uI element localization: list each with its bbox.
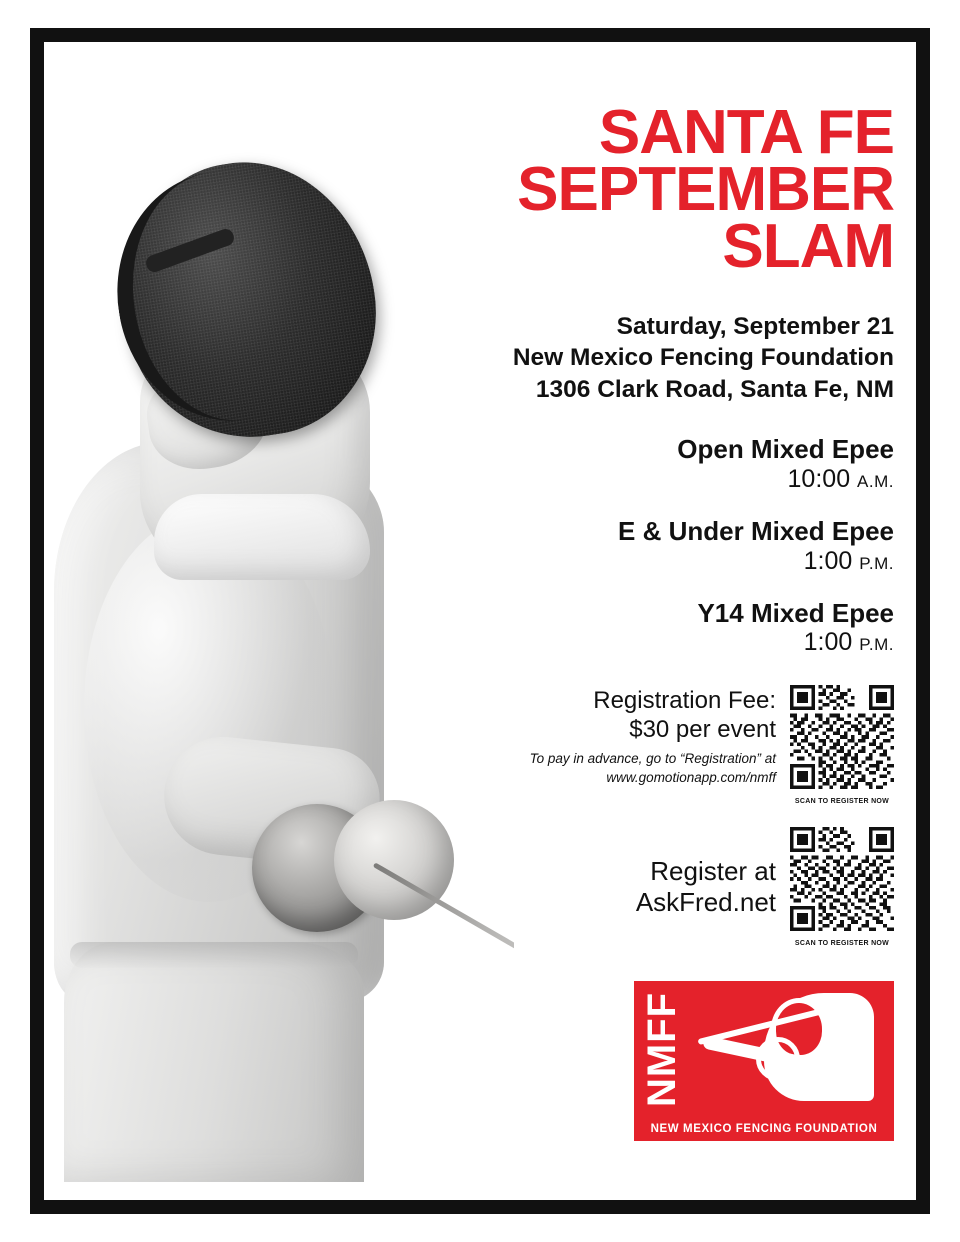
register-askfred-text — [636, 856, 790, 918]
logo-fencer-bell-guard — [756, 1037, 800, 1081]
poster-title — [444, 98, 894, 282]
event-name: Open Mixed Epee — [677, 434, 894, 465]
event-time — [444, 464, 894, 495]
qr-code-askfred-icon[interactable] — [790, 827, 894, 931]
event-time-ampm: P.M. — [859, 553, 894, 573]
schedule-item — [444, 517, 894, 577]
schedule-item — [444, 435, 894, 495]
askfred-qr-block — [790, 827, 894, 947]
event-name: E & Under Mixed Epee — [618, 516, 894, 547]
event-organization: New Mexico Fencing Foundation — [512, 344, 894, 372]
event-time-ampm: P.M. — [859, 635, 894, 655]
event-schedule — [444, 435, 894, 659]
logo-fencer-graphic — [692, 987, 888, 1105]
logo-full-name: NEW MEXICO FENCING FOUNDATION — [650, 1122, 878, 1135]
fencer-pants — [64, 942, 364, 1182]
registration-fee-label: Registration Fee: — [593, 686, 776, 714]
advance-note-line-2: www.gomotionapp.com/nmff — [606, 769, 776, 785]
advance-note-line-1: To pay in advance, go to “Registration” at — [529, 751, 776, 767]
poster-inner — [44, 42, 916, 1200]
registration-qr-block — [790, 685, 894, 805]
event-time-ampm: A.M. — [857, 471, 894, 491]
poster-frame — [30, 28, 930, 1214]
registration-fee-block — [444, 685, 894, 805]
qr-code-caption: SCAN TO REGISTER NOW — [794, 797, 890, 805]
event-time-value: 1:00 — [803, 546, 853, 575]
event-time — [444, 627, 894, 658]
event-date: Saturday, September 21 — [616, 313, 894, 341]
title-line-3: SLAM — [722, 212, 894, 282]
registration-advance-note — [530, 750, 776, 786]
event-time-value: 10:00 — [787, 464, 851, 493]
title-line-1: SANTA FE — [598, 98, 894, 167]
fencer-belt — [70, 942, 358, 968]
logo-acronym: NMFF — [640, 991, 684, 1107]
qr-code-gomotion-icon[interactable] — [790, 685, 894, 789]
register-askfred-block — [444, 827, 894, 947]
registration-fee-text — [530, 685, 790, 787]
logo-container — [444, 981, 894, 1141]
event-details — [444, 311, 894, 405]
schedule-item — [444, 599, 894, 659]
askfred-qr-caption: SCAN TO REGISTER NOW — [794, 939, 890, 947]
mask-rim — [100, 161, 321, 437]
register-line-1: Register at — [650, 855, 776, 886]
register-line-2: AskFred.net — [635, 886, 776, 917]
event-time — [444, 546, 894, 577]
registration-fee-amount: $30 per event — [629, 715, 776, 743]
event-name: Y14 Mixed Epee — [697, 597, 894, 628]
event-address: 1306 Clark Road, Santa Fe, NM — [535, 375, 894, 403]
nmff-logo — [634, 981, 894, 1141]
poster-content — [444, 42, 894, 1200]
event-time-value: 1:00 — [803, 628, 853, 657]
title-line-2: SEPTEMBER — [517, 155, 894, 225]
jacket-collar — [154, 494, 370, 580]
